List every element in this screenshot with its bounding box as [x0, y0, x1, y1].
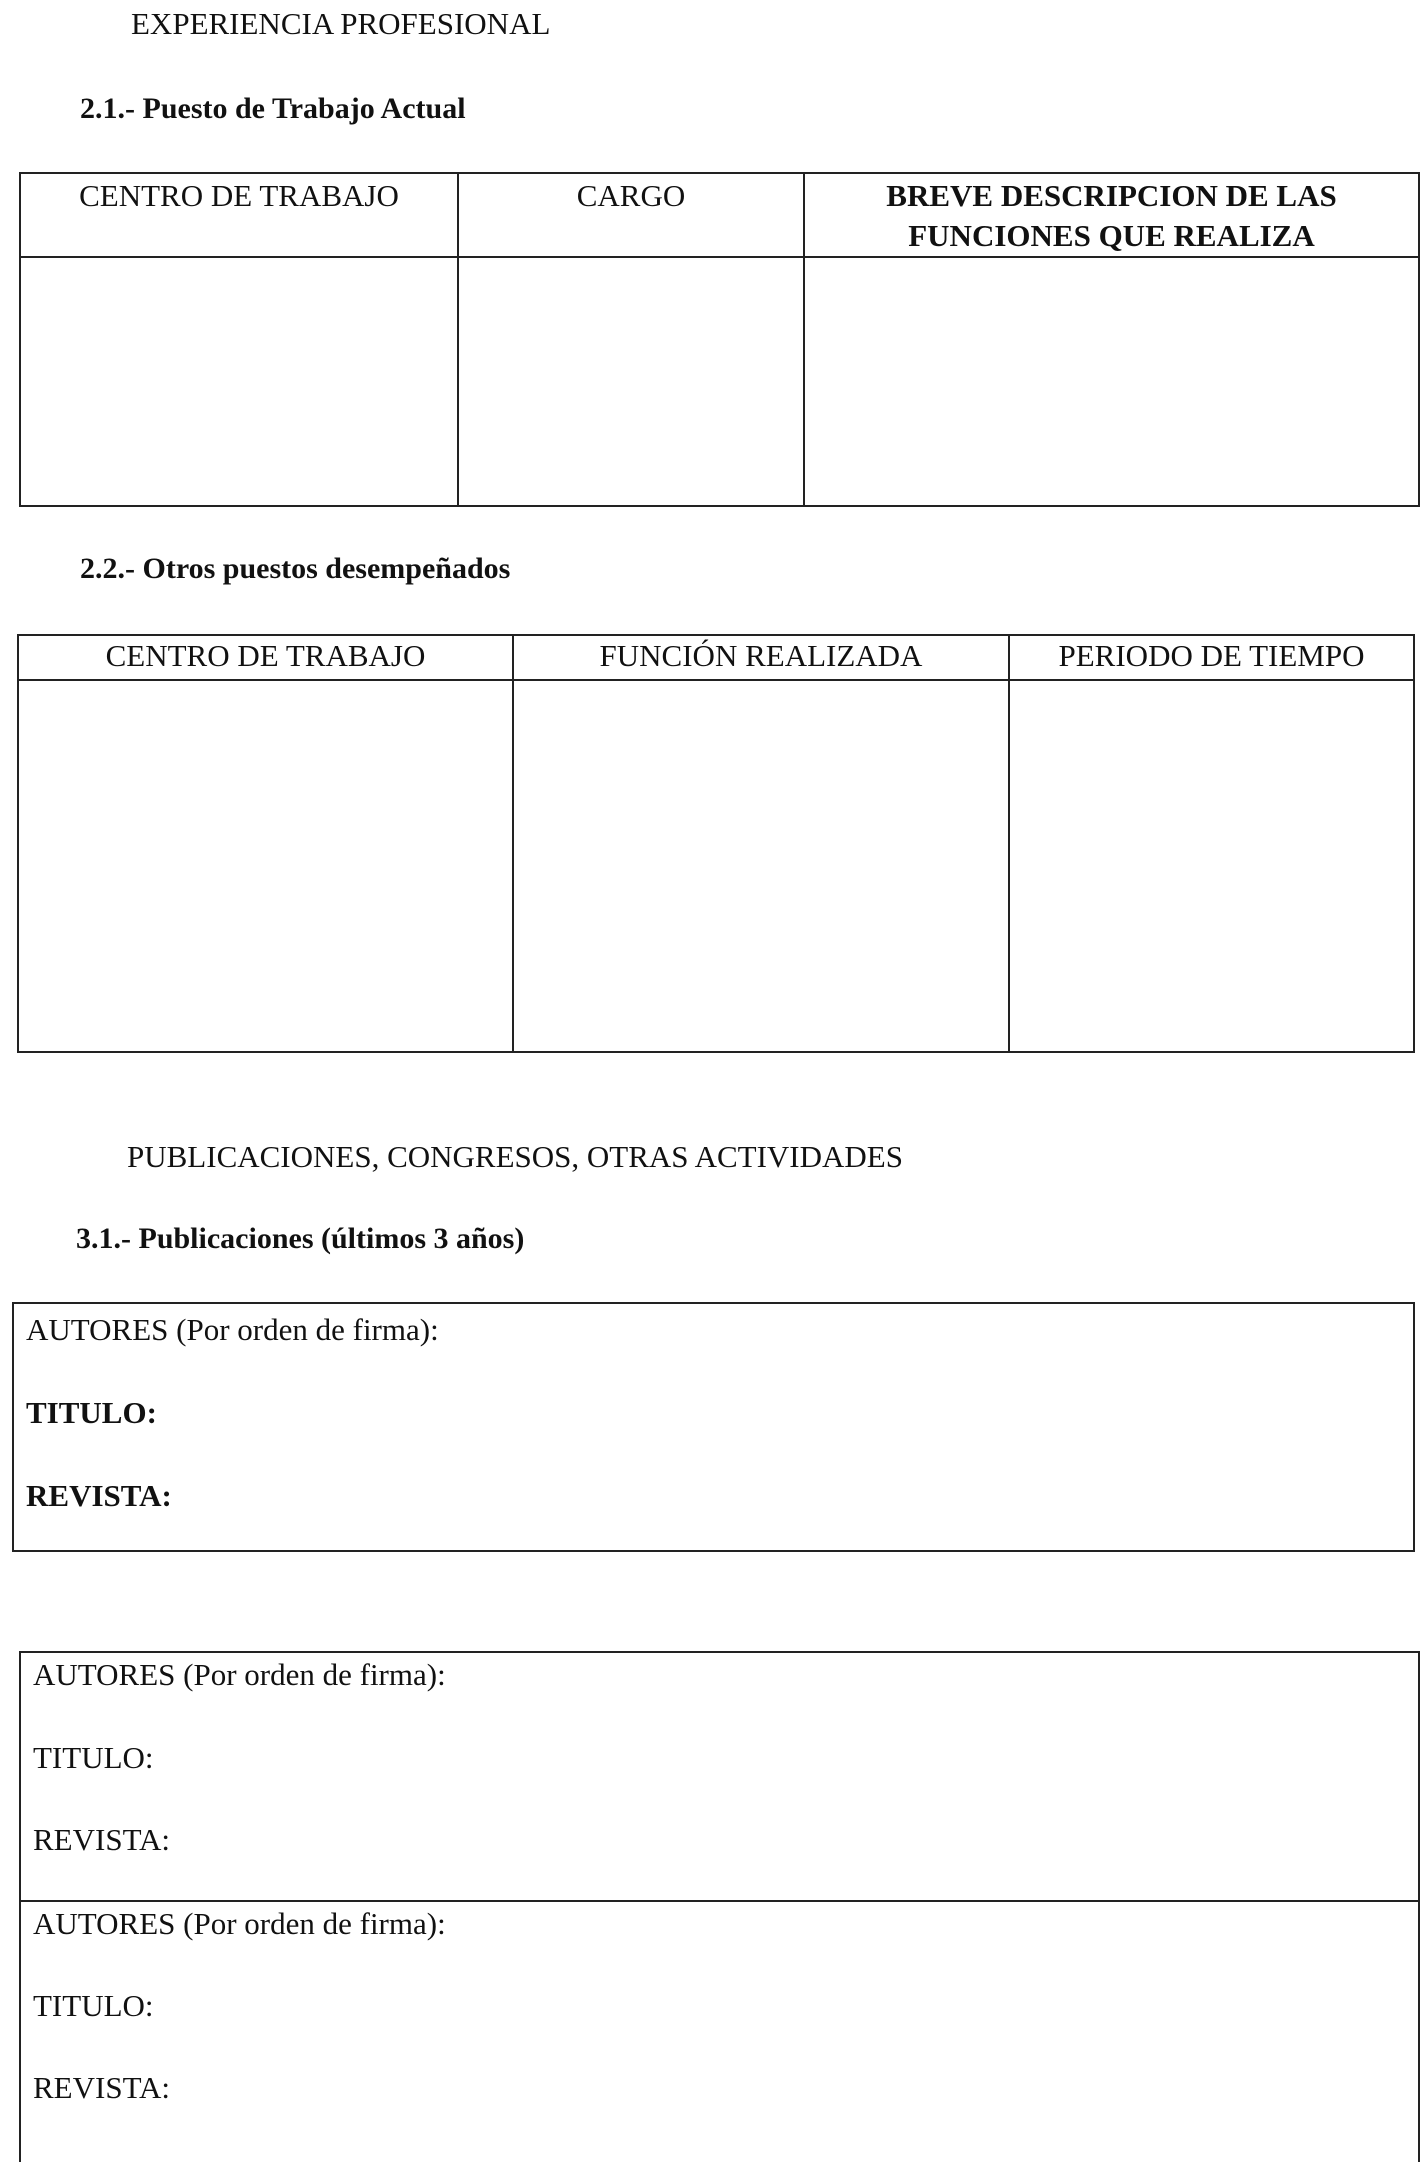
header-cargo: CARGO: [458, 173, 804, 257]
header-descripcion: BREVE DESCRIPCION DE LAS FUNCIONES QUE REALIZA: [804, 173, 1419, 257]
authors-label: AUTORES (Por orden de firma):: [33, 1906, 446, 1941]
current-job-table: [19, 172, 1420, 507]
header-periodo: PERIODO DE TIEMPO: [1009, 635, 1414, 680]
title-label: TITULO:: [33, 1988, 154, 2023]
journal-label: REVISTA:: [33, 1822, 171, 1857]
other-jobs-table: [17, 634, 1415, 1053]
section-title-publications: PUBLICACIONES, CONGRESOS, OTRAS ACTIVIDADES: [127, 1139, 903, 1174]
header-funcion: FUNCIÓN REALIZADA: [513, 635, 1009, 680]
subsection-title-publications: 3.1.- Publicaciones (últimos 3 años): [76, 1222, 525, 1255]
publication-entry[interactable]: [12, 1302, 1415, 1552]
cell-periodo[interactable]: [1009, 680, 1414, 1052]
journal-label: REVISTA:: [26, 1478, 172, 1513]
title-label: TITULO:: [33, 1740, 154, 1775]
cell-cargo[interactable]: [458, 257, 804, 506]
cell-centro-trabajo[interactable]: [20, 257, 458, 506]
header-centro-trabajo: CENTRO DE TRABAJO: [20, 173, 458, 257]
publication-entry[interactable]: [19, 1651, 1420, 1902]
cell-centro-trabajo[interactable]: [18, 680, 513, 1052]
subsection-title-current-job: 2.1.- Puesto de Trabajo Actual: [80, 92, 466, 125]
authors-label: AUTORES (Por orden de firma):: [26, 1312, 439, 1347]
section-title-experience: EXPERIENCIA PROFESIONAL: [131, 6, 551, 41]
cell-descripcion[interactable]: [804, 257, 1419, 506]
cell-funcion[interactable]: [513, 680, 1009, 1052]
publication-entry[interactable]: [19, 1900, 1420, 2162]
header-centro-trabajo: CENTRO DE TRABAJO: [18, 635, 513, 680]
journal-label: REVISTA:: [33, 2070, 171, 2105]
title-label: TITULO:: [26, 1395, 157, 1430]
subsection-title-other-jobs: 2.2.- Otros puestos desempeñados: [80, 552, 511, 585]
authors-label: AUTORES (Por orden de firma):: [33, 1657, 446, 1692]
